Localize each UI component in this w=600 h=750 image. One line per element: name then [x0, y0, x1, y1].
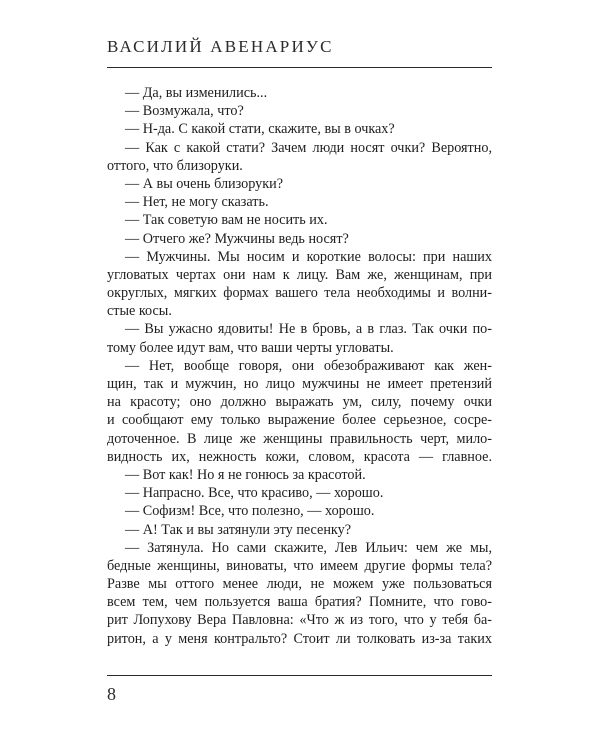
- text-line: — Да, вы изменились...: [125, 85, 268, 101]
- footer-rule: [107, 675, 492, 676]
- text-line: — Софизм! Все, что полезно, — хорошо.: [125, 503, 375, 520]
- text-line: всем тем, чем пользуется ваша братия? Помните, что гово-: [107, 594, 492, 611]
- text-line: — Вы ужасно ядовиты! Не в бровь, а в глаз. Так очки по-: [125, 321, 492, 338]
- text-line: — Так советую вам не носить их.: [125, 212, 328, 229]
- text-line: — Нет, вообще говоря, они обезображивают как жен-: [125, 357, 492, 374]
- text-line: Разве мы оттого менее люди, не можем уже пользоваться: [107, 576, 492, 593]
- text-line: и сообщают ему только выражение более серьезное, сосре-: [107, 412, 492, 429]
- text-line: стые косы.: [107, 303, 172, 320]
- body-text: [107, 84, 492, 648]
- text-line: — Напрасно. Все, что красиво, — хорошо.: [125, 485, 384, 502]
- page-number: 8: [107, 684, 116, 704]
- text-line: — Вот как! Но я не гонюсь за красотой.: [125, 466, 366, 483]
- text-line: рит Лопухову Вера Павловна: «Что ж из того, что у тебя ба-: [107, 612, 492, 629]
- running-head-author: ВАСИЛИЙ АВЕНАРИУС: [107, 37, 334, 56]
- text-line: на красоту; оно должно выражать ум, силу, почему очки: [107, 394, 492, 411]
- text-line: видность их, нежность кожи, словом, красота — главное.: [107, 448, 492, 465]
- text-line: округлых, мягких формах вашего тела необходимы и волни-: [107, 285, 492, 302]
- header-rule: [107, 67, 492, 68]
- text-line: — Затянула. Но сами скажите, Лев Ильич: чем же мы,: [125, 539, 492, 556]
- text-line: — Как с какой стати? Зачем люди носят очки? Вероятно,: [125, 139, 492, 156]
- text-line: оттого, что близоруки.: [107, 157, 243, 174]
- text-line: ритон, а у меня контральто? Стоит ли толковать из-за таких: [107, 630, 492, 647]
- text-line: — Возмужала, что?: [125, 103, 244, 120]
- text-line: — А вы очень близоруки?: [125, 175, 284, 192]
- text-line: тому более идут вам, что ваши черты угловаты.: [107, 339, 394, 356]
- text-line: бедные женщины, виноваты, что имеем другие формы тела?: [107, 557, 492, 574]
- text-line: — Нет, не могу сказать.: [125, 194, 269, 211]
- text-line: — Отчего же? Мужчины ведь носят?: [125, 230, 349, 247]
- text-line: щин, так и мужчин, но лицо мужчины не имеет претензий: [107, 376, 492, 392]
- text-line: — Мужчины. Мы носим и короткие волосы: при наших: [125, 248, 492, 265]
- text-line: — Н-да. С какой стати, скажите, вы в очках?: [125, 121, 395, 138]
- text-line: доточенное. В лице же женщины правильность черт, мило-: [107, 430, 492, 447]
- text-line: — А! Так и вы затянули эту песенку?: [125, 521, 352, 538]
- text-line: угловатых чертах они нам к лицу. Вам же, женщинам, при: [107, 266, 492, 283]
